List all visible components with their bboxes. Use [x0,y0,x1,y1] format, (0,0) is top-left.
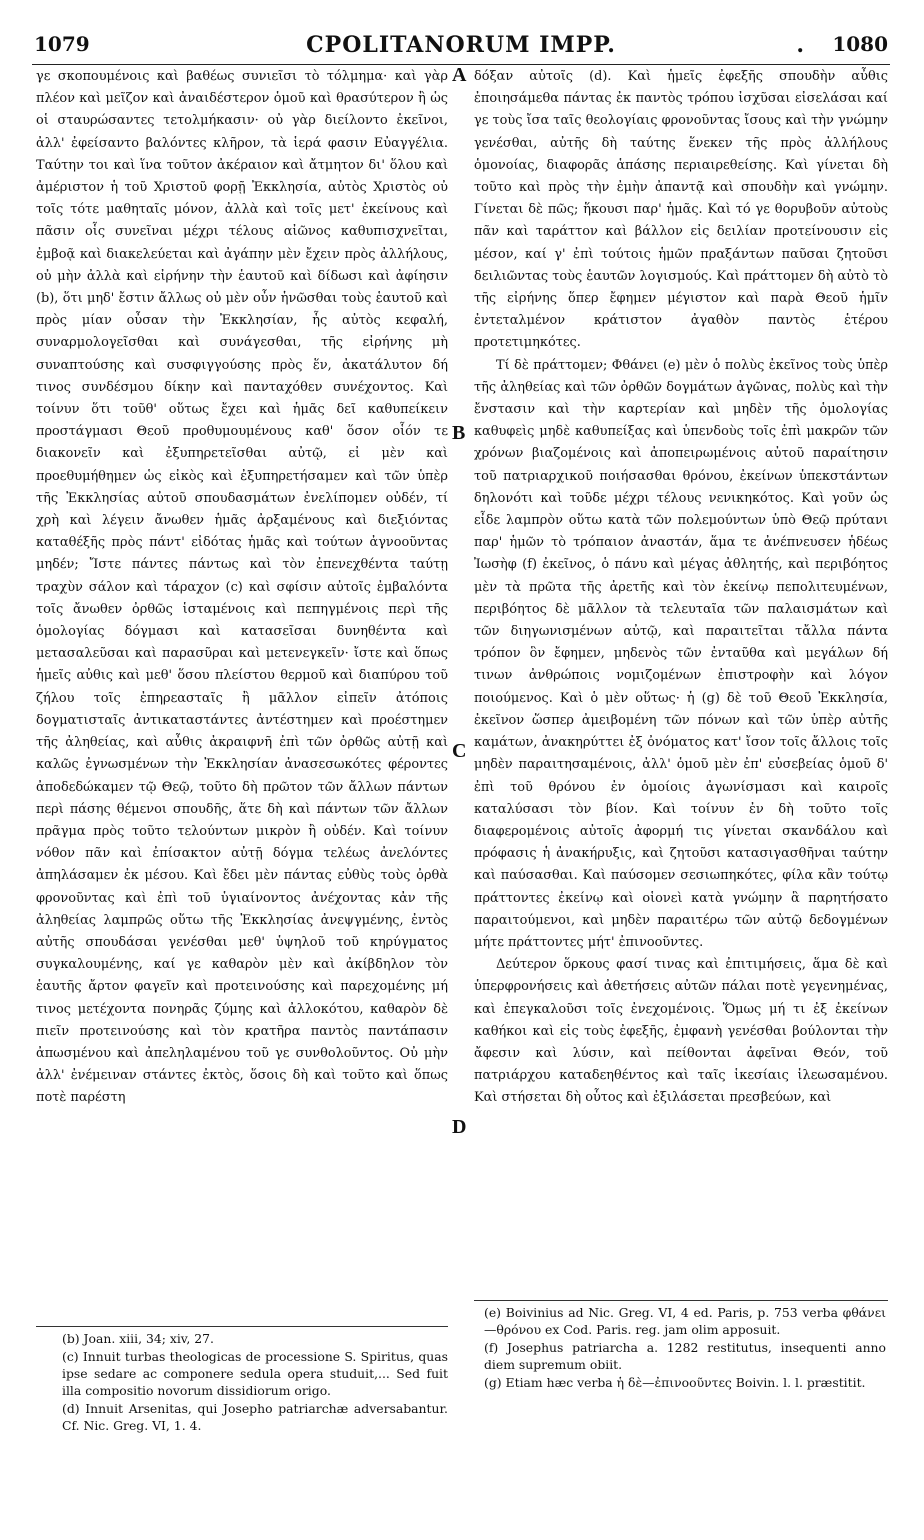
margin-marker-c: C [452,740,467,762]
margin-marker-b: B [452,422,466,444]
page-number-right: 1080 [832,32,888,56]
margin-marker-d: D [452,1116,467,1138]
page-header [32,28,890,65]
footnotes-left [62,1330,448,1435]
footnote-e: (e) Boivinius ad Nic. Greg. VI, 4 ed. Paris, p. 753 verba φθάνει—θρόνου ex Cod. Paris. reg. jam olim apposuit. [484,1305,886,1337]
footnote-f: (f) Josephus patriarcha a. 1282 restitutus, insequenti anno diem supremum obiit. [484,1340,886,1372]
header-dot: . [796,32,804,58]
footnote-rule-left [36,1326,448,1327]
right-paragraph-1: δόξαν αὐτοῖς (d). Καὶ ἡμεῖς ἐφεξῆς σπουδὴν αὖθις ἐποιησάμεθα πάντας ἐκ παντὸς τρόπου ἰσχῦσαι εἰσελάσαι καί γε τοὺς ἴσα ταῖς θεολογίαις φρονοῦντας ἴσους καὶ τὴν γνώμην γενέσθαι, αὐτῆς δὴ ταύτης ἕνεκεν τῆς πρὸς ἀλλήλους ὁμονοίας, διαφορᾶς ἁπάσης περιαιρεθείσης. Καὶ γίνεται δὴ τοῦτο καὶ πρὸς τὴν ἐμὴν ἀπαντᾷ καὶ σπουδὴν καὶ γνώμην. Γίνεται δὲ πῶς; ἥκουσι παρ' ἡμᾶς. Καὶ τό γε θορυβοῦν αὐτοὺς πᾶν καὶ ταράττον καὶ βάλλον εἰς δειλίαν προτείνουσιν εἰς μέσον, καί γ' ἐπὶ τούτοις ἡμῶν πραξάντων παῦσαι ζητοῦσι δειλιῶντας τοὺς ἑαυτῶν λογισμούς. Καὶ πράττομεν δὴ αὐτὸ τὸ τῆς εἰρήνης ὅπερ ἔφημεν μέγιστον καὶ παρὰ Θεοῦ ἡμῖν ἐντεταλμένον κράτιστον ἀγαθὸν παντὸς ἑτέρου προτετιμηκότες. [474,69,888,351]
footnote-rule-right [474,1300,888,1301]
footnote-c: (c) Innuit turbas theologicas de processione S. Spiritus, quas ipse sedare ac componere sedula opera studuit,... Sed fuit illa compositio novorum dissidiorum origo. [62,1349,448,1398]
left-paragraph: γε σκοπουμένοις καὶ βαθέως συνιεῖσι τὸ τόλμημα· καὶ γὰρ πλέον καὶ μεῖζον καὶ ἀναιδέστερον ὁμοῦ καὶ θρασύτερον ἢ ὡς οἱ σταυρώσαντες τετολμήκασιν· οὐ γὰρ διείλοντο ἐκεῖνοι, ἀλλ' ἐφείσαντο βαλόντες κλῆρον, τὰ ἱερά φασιν Εὐαγγέλια. Ταύτην τοι καὶ ἵνα τοῦτον ἀκέραιον καὶ ἄτμητον δι' ὅλου καὶ ἀμέριστον ἡ τοῦ Χριστοῦ φορῇ Ἐκκλησία, αὐτὸς Χριστὸς οὐ τοῖς τότε μαθηταῖς μόνον, ἀλλὰ καὶ τοῖς μετ' ἐκείνους καὶ πᾶσιν οἷς συνεῖναι μέχρι τέλους αἰῶνος καθυπισχνεῖται, ἐμβοᾷ καὶ διακελεύεται καὶ ἀγάπην μὲν ἔχειν πρὸς ἀλλήλους, οὐ μὴν ἀλλὰ καὶ εἰρήνην τὴν ἑαυτοῦ καὶ δίδωσι καὶ ἀφίησιν (b), ὅτι μηδ' ἔστιν ἄλλως οὐ μὲν οὖν ἡνῶσθαι τοὺς ἑαυτοῦ καὶ πρὸς μίαν οὖσαν τὴν Ἐκκλησίαν, ἧς αὐτὸς κεφαλή, συναρμολογεῖσθαι καὶ συνάγεσθαι, τῆς εἰρήνης μὴ συναπτούσης καὶ συσφιγγούσης πρὸς ἕν, ἀκατάλυτον δή τινος συνδέσμου δίκην καὶ πανταχόθεν συνέχοντος. Καὶ τοίνυν ὅτι τοῦθ' οὕτως ἔχει καὶ ἡμᾶς δεῖ καθυπείκειν προστάγμασι Θεοῦ προθυμουμένους καθ' ὅσον οἷόν τε διακονεῖν καὶ ἐξυπηρετεῖσθαι αὐτῷ, εἰ μὲν καὶ προεθυμήθημεν ὡς εἰκὸς καὶ ἐξυπηρετήσαμεν καὶ τῶν ὑπὲρ τῆς Ἐκκλησίας αὐτοῦ σπουδασμάτων ἐνελίπομεν οὐδέν, τί χρὴ καὶ λέγειν ἄνωθεν ἡμᾶς ἀρξαμένους καὶ διεξιόντας καταθέξῆς πρὸς πάντ' εἰδότας ἡμᾶς καὶ τούτων ἀγνοοῦντας μηδέν; Ἴστε πάντες πάντως καὶ τὸν ἐπενεχθέντα ταύτῃ τραχὺν σάλον καὶ τάραχον (c) καὶ σφίσιν αὐτοῖς ἐμβαλόντα τοῖς ἄνωθεν ὀρθῶς ἱσταμένοις καὶ πεπηγμένοις περὶ τῆς ὁμολογίας δόγμασι καὶ κατασεῖσαι δυνηθέντα καὶ μετασαλεῦσαι καὶ παρασῦραι καὶ μετενεγκεῖν· ἴστε καὶ ὅπως ἡμεῖς αὐθις καὶ μεθ' ὅσου πλείστου θερμοῦ καὶ διαπύρου τοῦ ζήλου τοῖς ἐπηρεασταῖς ἢ μᾶλλον εἰπεῖν ἀτόποις δογματισταῖς ἀντικαταστάντες ἀντέστημεν καὶ προέστημεν τῆς ἀληθείας, καὶ αὖθις ἀκραιφνῆ ἐπὶ τῶν ὀρθῶς αὐτῇ καὶ καλῶς ἐγνωσμένων τὴν Ἐκκλησίαν ἀνασεσωκότες φέροντες ἀποδεδώκαμεν τῷ Θεῷ, τοῦτο δὴ πρῶτον τῶν ἄλλων πάντων περὶ πάσης θέμενοι σπουδῆς, ἅτε δὴ καὶ πάντων τῶν ἄλλων πρᾶγμα πρὸς τοῦτο τελούντων μικρὸν ἢ οὐδέν. Καὶ τοίνυν νόθον πᾶν καὶ ἐπίσακτον αὐτῇ δόγμα τελέως ἀνελόντες ἀπηλάσαμεν ἐκ μέσου. Καὶ ἔδει μὲν πάντας εὐθὺς τοὺς ὀρθὰ φρονοῦντας καὶ ἐπὶ τοῦ ὑγιαίνοντος ἀνέχοντας κἀν τῆς ἀληθείας λαμπρῶς οὕτω τῆς Ἐκκλησίας ἀνεψγμένης, ἐντὸς αὐτῆς σπουδάσαι γενέσθαι μεθ' ὑψηλοῦ τοῦ κηρύγματος συγκαλουμένης, καί γε καθαρὸν μὲν καὶ ἀκίβδηλον τὸν ἑαυτῆς ἄρτον φαγεῖν καὶ προτεινούσης καὶ παρεχομένης μή τινος μετέχοντα πονηρᾶς ζύμης καὶ ἀλλοκότου, καθαρὸν δὲ πιεῖν προτεινούσης καὶ τὸν κρατῆρα παντὸς παντάπασιν ἀπωσμένου καὶ ἀπεληλαμένου τοῦ γε συνθολοῦντος. Οὐ μὴν ἀλλ' ἐνέμειναν στάντες ἐκτὸς, ὅσοις δὴ καὶ τοῦτο καὶ ὅπως ποτὲ παρέστη [36,69,448,1106]
running-title: CPOLITANORUM IMPP. [306,32,616,58]
page-number-left: 1079 [34,32,90,56]
footnote-b: (b) Joan. xiii, 34; xiv, 27. [62,1331,214,1346]
left-text-column [36,66,448,1110]
footnote-d: (d) Innuit Arsenitas, qui Josepho patriarchæ adversabantur. Cf. Nic. Greg. VI, 1. 4. [62,1401,448,1433]
footnote-g: (g) Etiam hæc verba ἡ δὲ—ἐπινοοῦντες Boivin. l. l. præstitit. [484,1375,866,1390]
right-text-column [474,66,888,1110]
margin-marker-a: A [452,64,467,86]
right-paragraph-2: Τί δὲ πράττομεν; Φθάνει (e) μὲν ὁ πολὺς ἐκεῖνος τοὺς ὑπὲρ τῆς ἀληθείας καὶ τῶν ὀρθῶν δογμάτων ἀγῶνας, πολὺς καὶ τὴν ἔνστασιν καὶ τὴν καρτερίαν καὶ μηδὲν τῆς ὁμολογίας καθυφεὶς μηδὲ καθυπείξας καὶ ὑπενδοὺς τοῖς ἐπὶ μακρῶν τῶν χρόνων βιαζομένοις καὶ ἀποπειρωμένοις αὐτοῦ παραίτησιν τοῦ πατριαρχικοῦ ποιήσασθαι θρόνου, ἐκείνων ὑπεκστάντων δηλονότι καὶ τοῦδε μέχρι τέλους νενικηκότος. Καὶ γοῦν ὡς εἶδε λαμπρὸν οὕτω κατὰ τῶν πολεμούντων ὑπὸ Θεῷ πρύτανι παρ' ἡμῶν τὸ τρόπαιον ἀναστάν, ἅμα τε ἀνέπνευσεν ἡδέως Ἰωσὴφ (f) ἐκεῖνος, ὁ πάνυ καὶ μέγας ἀθλητής, καὶ περιβόητος μὲν τὰ πρῶτα τῆς ἀρετῆς καὶ τὸν ἐκείνῳ πεπολιτευμένων, περιβόητος δὲ μᾶλλον τὰ τελευταῖα τῶν παλαισμάτων καὶ τῶν διηγωνισμένων αὐτῷ, καὶ παραιτεῖται τἄλλα πάντα τρόπον ὃν ἔφημεν, μηδενὸς τῶν ἐνταῦθα καὶ μεγάλων δή τινων ἀνθρώποις νομιζομένων ἐπιστροφὴν καὶ λόγον ποιούμενος. Καὶ ὁ μὲν οὕτως· ἡ (g) δὲ τοῦ Θεοῦ Ἐκκλησία, ἐκεῖνον ὥσπερ ἀμειβομένη τῶν πόνων καὶ τῶν ὑπὲρ αὐτῆς καμάτων, ἀνακηρύττει ἐξ ὀνόματος κατ' ἴσον τοῖς ἄλλοις τοῖς μηδὲν παραιτησαμένοις, ἀλλ' ὁμοῦ μὲν ἐπ' εὐσεβείας ὁμοῦ δ' ἐπὶ τοῦ θρόνου ἐν ὁμοίοις ἀγωνίσμασι καὶ καιροῖς καταλύσασι τὸν βίον. Καὶ τοίνυν ἐν δὴ τοῦτο τοῖς διαφερομένοις αὐτοῖς ἀφορμή τις γίνεται σκανδάλου καὶ πρόφασις ἡ ἀνακήρυξις, καὶ ζητοῦσι κατασιγασθῆναι ταύτην καὶ παύσασθαι. Καὶ παύσομεν σεσιωπηκότες, φίλα κἂν τούτῳ πράττοντες ἐκείνῳ καὶ οἱονεὶ κατὰ γνώμην ἃ παρητήσατο παραιτούμενοι, καὶ μηδὲν παραιτέρω τῶν αὐτῷ δεδογμένων μήτε πράττοντες μήτ' ἐπινοοῦντες. [474,357,888,950]
right-paragraph-3: Δεύτερον ὅρκους φασί τινας καὶ ἐπιτιμήσεις, ἅμα δὲ καὶ ὑπερφρονήσεις καὶ ἀθετήσεις αὐτῶν πάλαι ποτὲ γεγενημένας, καὶ ἐπεγκαλοῦσι τοῖς ἐνεχομένοις. Ὅμως μή τι ἐξ ἐκείνων καθήκοι καὶ εἰς τοὺς ἐφεξῆς, ἐμφανὴ γενέσθαι βούλονται τὴν ἄφεσιν καὶ λύσιν, καὶ πείθονται ἀφεῖναι Θεόν, τοῦ πατριάρχου καταδεηθέντος καὶ ταῖς ἱκεσίαις ἱλεωσαμένου. Καὶ στήσεται δὴ οὗτος καὶ ἐξιλάσεται πρεσβεύων, καὶ [474,957,888,1106]
footnotes-right [484,1304,886,1392]
